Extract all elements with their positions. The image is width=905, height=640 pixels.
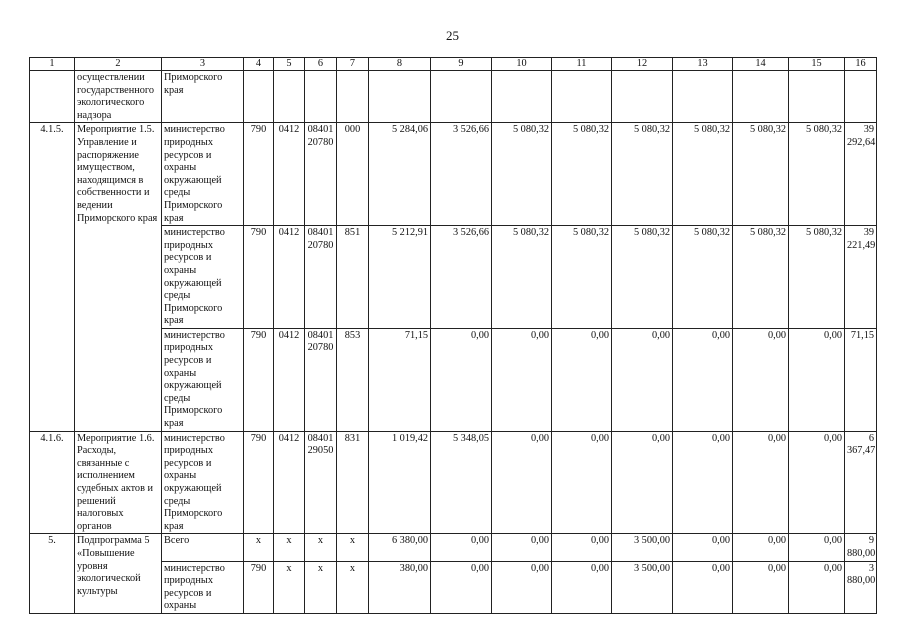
amount-cell: 0,00 xyxy=(552,561,612,613)
amount-cell: 0,00 xyxy=(552,431,612,534)
amount-cell: 3 526,66 xyxy=(431,226,492,329)
table-row xyxy=(30,431,877,534)
measure-name-cell: Мероприятие 1.5. Управление и распоряжение имуществом, находящимся в собственности и ведении Приморского края xyxy=(75,123,162,431)
executor-cell: министерство природных ресурсов и охраны окружающей среды Приморского края xyxy=(162,226,244,329)
target-article-cell: x xyxy=(305,534,337,561)
executor-cell: Всего xyxy=(162,534,244,561)
measure-name-cell: Подпрограмма 5 «Повышение уровня экологической культуры xyxy=(75,534,162,614)
amount-cell: 5 080,32 xyxy=(612,226,673,329)
amount-cell: 0,00 xyxy=(492,534,552,561)
column-header: 10 xyxy=(492,58,552,71)
section-cell: x xyxy=(274,534,305,561)
target-article-cell: 08401 20780 xyxy=(305,123,337,226)
budget-table xyxy=(29,57,877,614)
total-cell: 3 880,00 xyxy=(845,561,877,613)
expense-type-cell: 831 xyxy=(337,431,369,534)
amount-cell: 0,00 xyxy=(492,328,552,431)
grbs-cell: 790 xyxy=(244,561,274,613)
amount-cell: 5 080,32 xyxy=(789,226,845,329)
amount-cell: 0,00 xyxy=(431,534,492,561)
column-header: 2 xyxy=(75,58,162,71)
amount-cell: 71,15 xyxy=(369,328,431,431)
total-cell: 39 292,64 xyxy=(845,123,877,226)
amount-cell: 5 348,05 xyxy=(431,431,492,534)
total-cell xyxy=(845,71,877,123)
amount-cell: 5 080,32 xyxy=(733,226,789,329)
column-header: 14 xyxy=(733,58,789,71)
amount-cell xyxy=(431,71,492,123)
column-header: 7 xyxy=(337,58,369,71)
row-number-cell xyxy=(30,71,75,123)
section-cell: 0412 xyxy=(274,328,305,431)
amount-cell: 0,00 xyxy=(789,328,845,431)
column-number-row xyxy=(30,58,877,71)
column-header: 12 xyxy=(612,58,673,71)
column-header: 3 xyxy=(162,58,244,71)
expense-type-cell xyxy=(337,71,369,123)
column-header: 1 xyxy=(30,58,75,71)
grbs-cell: 790 xyxy=(244,431,274,534)
amount-cell: 380,00 xyxy=(369,561,431,613)
amount-cell xyxy=(369,71,431,123)
section-cell: 0412 xyxy=(274,226,305,329)
target-article-cell: x xyxy=(305,561,337,613)
column-header: 15 xyxy=(789,58,845,71)
amount-cell: 0,00 xyxy=(733,561,789,613)
amount-cell: 0,00 xyxy=(673,561,733,613)
grbs-cell: x xyxy=(244,534,274,561)
column-header: 13 xyxy=(673,58,733,71)
executor-cell: Приморского края xyxy=(162,71,244,123)
amount-cell: 0,00 xyxy=(431,328,492,431)
amount-cell: 0,00 xyxy=(612,328,673,431)
amount-cell: 0,00 xyxy=(552,534,612,561)
amount-cell: 0,00 xyxy=(789,431,845,534)
amount-cell: 0,00 xyxy=(733,328,789,431)
amount-cell: 5 080,32 xyxy=(733,123,789,226)
amount-cell: 0,00 xyxy=(733,431,789,534)
table-row xyxy=(30,71,877,123)
amount-cell: 6 380,00 xyxy=(369,534,431,561)
amount-cell: 0,00 xyxy=(612,431,673,534)
column-header: 8 xyxy=(369,58,431,71)
amount-cell: 5 080,32 xyxy=(492,226,552,329)
target-article-cell: 08401 20780 xyxy=(305,328,337,431)
measure-name-cell: осуществлении государственного экологического надзора xyxy=(75,71,162,123)
table-row xyxy=(30,123,877,226)
amount-cell: 5 080,32 xyxy=(789,123,845,226)
column-header: 6 xyxy=(305,58,337,71)
executor-cell: министерство природных ресурсов и охраны окружающей среды Приморского края xyxy=(162,431,244,534)
section-cell: 0412 xyxy=(274,431,305,534)
expense-type-cell: 853 xyxy=(337,328,369,431)
column-header: 5 xyxy=(274,58,305,71)
expense-type-cell: x xyxy=(337,534,369,561)
amount-cell xyxy=(492,71,552,123)
row-number-cell: 4.1.5. xyxy=(30,123,75,431)
amount-cell: 5 284,06 xyxy=(369,123,431,226)
row-number-cell: 5. xyxy=(30,534,75,614)
amount-cell: 0,00 xyxy=(431,561,492,613)
amount-cell: 5 080,32 xyxy=(673,123,733,226)
amount-cell: 0,00 xyxy=(492,431,552,534)
amount-cell: 5 080,32 xyxy=(552,123,612,226)
amount-cell: 3 526,66 xyxy=(431,123,492,226)
amount-cell: 0,00 xyxy=(673,431,733,534)
amount-cell: 0,00 xyxy=(492,561,552,613)
grbs-cell: 790 xyxy=(244,226,274,329)
amount-cell: 0,00 xyxy=(673,534,733,561)
amount-cell: 3 500,00 xyxy=(612,534,673,561)
amount-cell: 3 500,00 xyxy=(612,561,673,613)
amount-cell: 0,00 xyxy=(789,534,845,561)
target-article-cell xyxy=(305,71,337,123)
column-header: 9 xyxy=(431,58,492,71)
column-header: 4 xyxy=(244,58,274,71)
column-header: 16 xyxy=(845,58,877,71)
grbs-cell xyxy=(244,71,274,123)
amount-cell: 5 080,32 xyxy=(612,123,673,226)
amount-cell: 5 080,32 xyxy=(552,226,612,329)
total-cell: 71,15 xyxy=(845,328,877,431)
amount-cell: 5 080,32 xyxy=(492,123,552,226)
executor-cell: министерство природных ресурсов и охраны окружающей среды Приморского края xyxy=(162,328,244,431)
row-number-cell: 4.1.6. xyxy=(30,431,75,534)
expense-type-cell: x xyxy=(337,561,369,613)
total-cell: 6 367,47 xyxy=(845,431,877,534)
amount-cell: 5 080,32 xyxy=(673,226,733,329)
target-article-cell: 08401 20780 xyxy=(305,226,337,329)
measure-name-cell: Мероприятие 1.6. Расходы, связанные с исполнением судебных актов и решений налоговых органов xyxy=(75,431,162,534)
amount-cell xyxy=(673,71,733,123)
amount-cell xyxy=(552,71,612,123)
target-article-cell: 08401 29050 xyxy=(305,431,337,534)
amount-cell xyxy=(612,71,673,123)
total-cell: 9 880,00 xyxy=(845,534,877,561)
expense-type-cell: 000 xyxy=(337,123,369,226)
column-header: 11 xyxy=(552,58,612,71)
amount-cell: 0,00 xyxy=(789,561,845,613)
section-cell: 0412 xyxy=(274,123,305,226)
section-cell: x xyxy=(274,561,305,613)
table-row xyxy=(30,534,877,561)
expense-type-cell: 851 xyxy=(337,226,369,329)
amount-cell: 1 019,42 xyxy=(369,431,431,534)
amount-cell: 0,00 xyxy=(673,328,733,431)
amount-cell xyxy=(789,71,845,123)
amount-cell: 0,00 xyxy=(552,328,612,431)
amount-cell xyxy=(733,71,789,123)
amount-cell: 5 212,91 xyxy=(369,226,431,329)
executor-cell: министерство природных ресурсов и охраны xyxy=(162,561,244,613)
total-cell: 39 221,49 xyxy=(845,226,877,329)
executor-cell: министерство природных ресурсов и охраны окружающей среды Приморского края xyxy=(162,123,244,226)
grbs-cell: 790 xyxy=(244,328,274,431)
grbs-cell: 790 xyxy=(244,123,274,226)
page-number: 25 xyxy=(446,28,459,43)
section-cell xyxy=(274,71,305,123)
amount-cell: 0,00 xyxy=(733,534,789,561)
